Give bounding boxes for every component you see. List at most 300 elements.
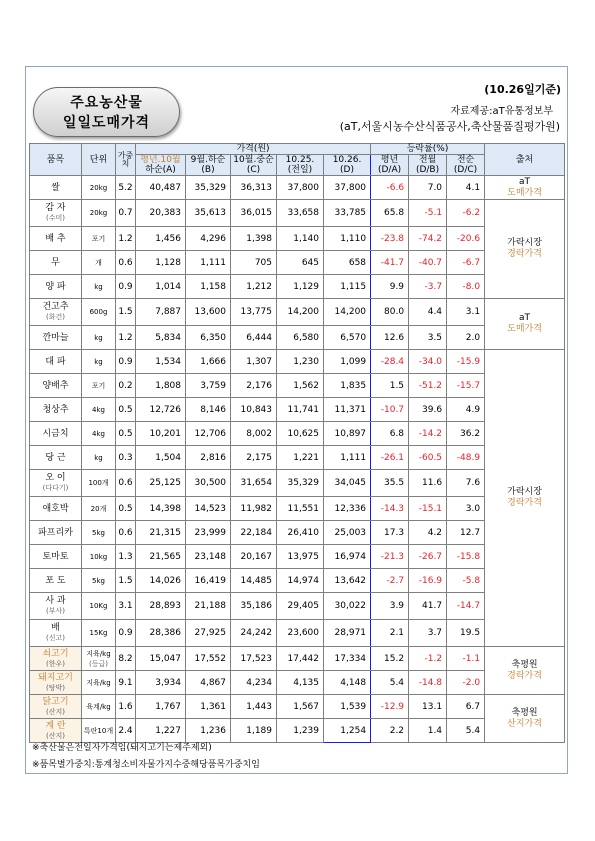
table-row (30, 275, 565, 299)
rate-dc-cell: -15.9 (447, 350, 485, 374)
title-line1: 주요농산물 (70, 95, 143, 111)
price-a-cell: 12,726 (136, 398, 186, 422)
price-b-cell: 12,706 (186, 422, 231, 446)
rate-db-cell: -51.2 (409, 374, 447, 398)
rate-da-cell: 35.5 (371, 470, 409, 497)
rate-db-cell: -74.2 (409, 227, 447, 251)
price-prev-cell: 645 (277, 251, 324, 275)
footnotes (32, 740, 260, 774)
item-name: 포 도 (45, 575, 66, 586)
header-col-c: 10월.중순 (C) (231, 155, 277, 176)
price-c-cell: 2,175 (231, 446, 277, 470)
price-c-cell: 1,398 (231, 227, 277, 251)
rate-db-cell: 13.1 (409, 695, 447, 719)
item-name: 건고추 (42, 302, 69, 312)
item-cell (30, 176, 82, 200)
item-name: 쌀 (51, 182, 60, 193)
price-d-cell: 658 (324, 251, 371, 275)
item-cell (30, 545, 82, 569)
rate-da-cell: -28.4 (371, 350, 409, 374)
rate-da-cell: -26.1 (371, 446, 409, 470)
rate-da-cell: 3.9 (371, 593, 409, 620)
price-a-cell: 1,227 (136, 719, 186, 743)
item-name: 감 자 (45, 203, 66, 213)
unit-text: 100개 (88, 479, 109, 487)
price-d-cell: 30,022 (324, 593, 371, 620)
price-prev-cell: 13,975 (277, 545, 324, 569)
table-row (30, 647, 565, 671)
price-c-cell: 2,176 (231, 374, 277, 398)
rate-db-cell: -5.1 (409, 200, 447, 227)
header-rate-db: 전월 (D/B) (409, 155, 447, 176)
rate-db-cell: 1.4 (409, 719, 447, 743)
price-prev-cell: 1,230 (277, 350, 324, 374)
unit-text: 5kg (92, 576, 105, 585)
item-name: 애호박 (42, 503, 69, 514)
price-a-cell: 5,834 (136, 326, 186, 350)
item-cell (30, 695, 82, 719)
table-row (30, 470, 565, 497)
price-a-cell: 1,014 (136, 275, 186, 299)
unit-cell (82, 326, 116, 350)
price-d-cell: 13,642 (324, 569, 371, 593)
unit-cell (82, 398, 116, 422)
unit-cell (82, 227, 116, 251)
price-c-cell: 17,523 (231, 647, 277, 671)
price-d-cell: 16,974 (324, 545, 371, 569)
table-row (30, 695, 565, 719)
item-subname: (신고) (46, 634, 65, 642)
unit-cell (82, 176, 116, 200)
price-prev-cell: 1,562 (277, 374, 324, 398)
unit-text: 20kg (89, 209, 108, 217)
unit-text: 600g (89, 308, 108, 316)
rate-dc-cell: 2.0 (447, 326, 485, 350)
price-a-cell: 28,386 (136, 620, 186, 647)
price-b-cell: 6,350 (186, 326, 231, 350)
unit-text: 15Kg (89, 629, 108, 637)
weight-cell: 0.2 (116, 374, 136, 398)
price-c-cell: 31,654 (231, 470, 277, 497)
origin-source: 가락시장 (507, 487, 542, 497)
price-b-cell: 30,500 (186, 470, 231, 497)
price-d-cell: 28,971 (324, 620, 371, 647)
item-cell (30, 422, 82, 446)
rate-db-cell: 4.2 (409, 521, 447, 545)
rate-db-cell: 41.7 (409, 593, 447, 620)
rate-da-cell: -12.9 (371, 695, 409, 719)
price-c-cell: 36,313 (231, 176, 277, 200)
unit-text: 육계/kg (86, 702, 111, 711)
rate-dc-cell: 6.7 (447, 695, 485, 719)
item-cell (30, 227, 82, 251)
rate-db-cell: -14.8 (409, 671, 447, 695)
rate-dc-cell: 7.6 (447, 470, 485, 497)
item-cell (30, 569, 82, 593)
price-d-cell: 17,334 (324, 647, 371, 671)
origin-source: aT (519, 176, 531, 187)
price-prev-cell: 17,442 (277, 647, 324, 671)
unit-cell (82, 569, 116, 593)
unit-cell (82, 620, 116, 647)
unit-text: 개 (95, 258, 102, 267)
unit-text: kg (94, 453, 103, 462)
weight-cell: 1.6 (116, 695, 136, 719)
price-a-cell: 1,767 (136, 695, 186, 719)
price-prev-cell: 29,405 (277, 593, 324, 620)
item-cell (30, 470, 82, 497)
price-c-cell: 24,242 (231, 620, 277, 647)
price-b-cell: 27,925 (186, 620, 231, 647)
item-name: 시금치 (42, 428, 69, 439)
weight-cell: 1.5 (116, 569, 136, 593)
item-name: 깐마늘 (42, 332, 69, 343)
price-b-cell: 1,236 (186, 719, 231, 743)
origin-source: 축평원 (511, 707, 538, 718)
unit-cell (82, 350, 116, 374)
price-c-cell: 36,015 (231, 200, 277, 227)
price-a-cell: 1,534 (136, 350, 186, 374)
rate-db-cell: -34.0 (409, 350, 447, 374)
price-a-cell: 28,893 (136, 593, 186, 620)
price-d-cell: 34,045 (324, 470, 371, 497)
price-c-cell: 1,212 (231, 275, 277, 299)
price-a-cell: 40,487 (136, 176, 186, 200)
price-c-cell: 13,775 (231, 299, 277, 326)
item-cell (30, 350, 82, 374)
unit-text: 지육/kg (86, 678, 111, 687)
table-body (30, 176, 565, 743)
item-subname: (탕박) (46, 683, 65, 692)
table-row (30, 251, 565, 275)
unit-cell (82, 275, 116, 299)
unit-cell (82, 422, 116, 446)
rate-db-cell: 3.5 (409, 326, 447, 350)
rate-dc-cell: -8.0 (447, 275, 485, 299)
item-name: 쇠고기 (42, 648, 69, 659)
price-prev-cell: 33,658 (277, 200, 324, 227)
rate-da-cell: -6.6 (371, 176, 409, 200)
price-prev-cell: 1,221 (277, 446, 324, 470)
price-a-cell: 25,125 (136, 470, 186, 497)
price-prev-cell: 1,140 (277, 227, 324, 251)
rate-dc-cell: 4.1 (447, 176, 485, 200)
item-name: 배 (51, 623, 60, 633)
unit-text: 특란10개 (83, 726, 114, 735)
price-prev-cell: 14,974 (277, 569, 324, 593)
weight-cell: 0.3 (116, 446, 136, 470)
item-name: 파프리카 (38, 527, 73, 538)
rate-da-cell: -21.3 (371, 545, 409, 569)
item-cell (30, 620, 82, 647)
unit-text: 포기 (91, 234, 106, 243)
unit-cell (82, 200, 116, 227)
price-d-cell: 14,200 (324, 299, 371, 326)
table-row (30, 422, 565, 446)
unit-text: kg (94, 282, 103, 291)
rate-db-cell: 39.6 (409, 398, 447, 422)
rate-dc-cell: -15.7 (447, 374, 485, 398)
unit-cell (82, 671, 116, 695)
item-name: 무 (51, 257, 60, 268)
price-table (29, 143, 565, 743)
weight-cell: 1.2 (116, 227, 136, 251)
price-d-cell: 1,539 (324, 695, 371, 719)
header-col-a: 평년.10월 하순(A) (136, 155, 186, 176)
origin-cell (485, 695, 565, 743)
item-subname: (한우) (46, 659, 65, 668)
header-unit: 단위 (82, 144, 116, 176)
item-cell (30, 374, 82, 398)
rate-dc-cell: -48.9 (447, 446, 485, 470)
rate-dc-cell: 3.0 (447, 497, 485, 521)
rate-dc-cell: -15.8 (447, 545, 485, 569)
price-c-cell: 10,843 (231, 398, 277, 422)
unit-cell (82, 299, 116, 326)
price-d-cell: 33,785 (324, 200, 371, 227)
header-item: 품목 (30, 144, 82, 176)
table-row (30, 593, 565, 620)
header-col-prev: 10.25. (전일) (277, 155, 324, 176)
table-row (30, 620, 565, 647)
table-row (30, 446, 565, 470)
item-name: 청상추 (42, 404, 69, 415)
price-prev-cell: 10,625 (277, 422, 324, 446)
item-cell (30, 497, 82, 521)
rate-dc-cell: -6.7 (447, 251, 485, 275)
price-d-cell: 25,003 (324, 521, 371, 545)
price-c-cell: 35,186 (231, 593, 277, 620)
rate-dc-cell: -2.0 (447, 671, 485, 695)
table-row (30, 398, 565, 422)
unit-text: 포기 (91, 381, 106, 390)
weight-cell: 0.5 (116, 398, 136, 422)
weight-cell: 0.6 (116, 521, 136, 545)
unit-text: 4kg (92, 405, 105, 414)
price-b-cell: 1,666 (186, 350, 231, 374)
item-cell (30, 719, 82, 743)
price-prev-cell: 4,135 (277, 671, 324, 695)
price-a-cell: 14,398 (136, 497, 186, 521)
price-b-cell: 3,759 (186, 374, 231, 398)
rate-db-cell: -15.1 (409, 497, 447, 521)
item-name: 양배추 (42, 380, 69, 391)
rate-db-cell: -1.2 (409, 647, 447, 671)
price-d-cell: 10,897 (324, 422, 371, 446)
header-weight: 가중치 (116, 144, 136, 176)
price-a-cell: 21,565 (136, 545, 186, 569)
rate-db-cell: 3.7 (409, 620, 447, 647)
price-a-cell: 1,128 (136, 251, 186, 275)
unit-cell (82, 719, 116, 743)
table-row (30, 326, 565, 350)
header-rate-dc: 전순 (D/C) (447, 155, 485, 176)
item-subname: (산지) (46, 731, 65, 740)
header-origin: 출처 (485, 144, 565, 176)
item-name: 양 파 (45, 281, 66, 292)
price-c-cell: 1,189 (231, 719, 277, 743)
price-a-cell: 20,383 (136, 200, 186, 227)
price-d-cell: 1,099 (324, 350, 371, 374)
rate-db-cell: -40.7 (409, 251, 447, 275)
price-b-cell: 2,816 (186, 446, 231, 470)
table-row (30, 497, 565, 521)
weight-cell: 1.5 (116, 299, 136, 326)
price-prev-cell: 1,129 (277, 275, 324, 299)
price-d-cell: 1,110 (324, 227, 371, 251)
price-prev-cell: 35,329 (277, 470, 324, 497)
table-row (30, 200, 565, 227)
unit-cell (82, 446, 116, 470)
price-prev-cell: 11,741 (277, 398, 324, 422)
rate-dc-cell: -20.6 (447, 227, 485, 251)
rate-dc-cell: 4.9 (447, 398, 485, 422)
header-col-b: 9월.하순 (B) (186, 155, 231, 176)
unit-text: 4kg (92, 429, 105, 438)
rate-dc-cell: -14.7 (447, 593, 485, 620)
price-c-cell: 1,443 (231, 695, 277, 719)
price-b-cell: 35,329 (186, 176, 231, 200)
rate-dc-cell: -1.1 (447, 647, 485, 671)
rate-da-cell: 12.6 (371, 326, 409, 350)
unit-text: 5kg (92, 528, 105, 537)
table-row (30, 569, 565, 593)
price-d-cell: 11,371 (324, 398, 371, 422)
table-row (30, 374, 565, 398)
price-c-cell: 1,307 (231, 350, 277, 374)
rate-dc-cell: 3.1 (447, 299, 485, 326)
item-subname: (다다기) (42, 484, 69, 492)
item-name: 돼지고기 (38, 672, 73, 683)
unit-cell (82, 470, 116, 497)
rate-da-cell: 6.8 (371, 422, 409, 446)
unit-text: 10Kg (89, 602, 108, 610)
origin-price-type: 경락가격 (507, 670, 542, 681)
origin-price-type: 산지가격 (507, 718, 542, 729)
rate-dc-cell: -6.2 (447, 200, 485, 227)
item-name: 닭고기 (42, 696, 69, 707)
price-c-cell: 14,485 (231, 569, 277, 593)
origin-source: 축평원 (511, 659, 538, 670)
weight-cell: 0.7 (116, 200, 136, 227)
weight-cell: 3.1 (116, 593, 136, 620)
origin-price-type: 도매가격 (507, 187, 542, 198)
rate-db-cell: 4.4 (409, 299, 447, 326)
weight-cell: 1.3 (116, 545, 136, 569)
origin-cell (485, 647, 565, 695)
price-b-cell: 23,999 (186, 521, 231, 545)
weight-cell: 0.9 (116, 275, 136, 299)
item-name: 배 추 (45, 233, 66, 244)
item-name: 당 근 (45, 452, 66, 463)
price-a-cell: 21,315 (136, 521, 186, 545)
item-subname: (화건) (46, 313, 65, 321)
origin-price-type: 경락가격 (507, 498, 542, 508)
price-a-cell: 1,808 (136, 374, 186, 398)
price-b-cell: 17,552 (186, 647, 231, 671)
price-d-cell: 6,570 (324, 326, 371, 350)
unit-text: 10kg (89, 552, 108, 561)
rate-db-cell: -14.2 (409, 422, 447, 446)
date-label: (10.26일기준) (484, 83, 561, 96)
title-badge (33, 87, 180, 137)
weight-cell: 5.2 (116, 176, 136, 200)
price-a-cell: 3,934 (136, 671, 186, 695)
price-b-cell: 35,613 (186, 200, 231, 227)
weight-cell: 1.2 (116, 326, 136, 350)
price-b-cell: 13,600 (186, 299, 231, 326)
item-cell (30, 647, 82, 671)
item-cell (30, 593, 82, 620)
price-b-cell: 1,361 (186, 695, 231, 719)
price-prev-cell: 23,600 (277, 620, 324, 647)
item-cell (30, 251, 82, 275)
price-prev-cell: 14,200 (277, 299, 324, 326)
price-d-cell: 37,800 (324, 176, 371, 200)
price-a-cell: 1,456 (136, 227, 186, 251)
rate-da-cell: -2.7 (371, 569, 409, 593)
item-name: 계 란 (45, 720, 66, 731)
item-name: 사 과 (45, 596, 66, 606)
footnote-2: ※품목별가중치:통계청소비자물가지수중해당품목가중치임 (32, 760, 260, 770)
header-col-d: 10.26. (D) (324, 155, 371, 176)
rate-dc-cell: 36.2 (447, 422, 485, 446)
price-prev-cell: 37,800 (277, 176, 324, 200)
rate-db-cell: -16.9 (409, 569, 447, 593)
table-row (30, 521, 565, 545)
rate-da-cell: 9.9 (371, 275, 409, 299)
price-b-cell: 1,158 (186, 275, 231, 299)
rate-da-cell: -10.7 (371, 398, 409, 422)
unit-text: 20개 (90, 504, 107, 513)
price-c-cell: 4,234 (231, 671, 277, 695)
unit-text: kg (94, 357, 103, 366)
origin-price-type: 도매가격 (507, 324, 542, 334)
rate-db-cell: 11.6 (409, 470, 447, 497)
header-rate-group: 등락률(%) (371, 144, 485, 155)
unit-text: 20kg (89, 183, 108, 192)
table-row (30, 299, 565, 326)
weight-cell: 0.9 (116, 620, 136, 647)
rate-db-cell: -26.7 (409, 545, 447, 569)
rate-dc-cell: 19.5 (447, 620, 485, 647)
price-d-cell: 1,111 (324, 446, 371, 470)
rate-db-cell: -60.5 (409, 446, 447, 470)
item-cell (30, 671, 82, 695)
price-b-cell: 1,111 (186, 251, 231, 275)
rate-da-cell: 2.2 (371, 719, 409, 743)
rate-da-cell: 80.0 (371, 299, 409, 326)
origin-cell (485, 350, 565, 647)
table-row (30, 545, 565, 569)
item-cell (30, 275, 82, 299)
rate-da-cell: 2.1 (371, 620, 409, 647)
rate-da-cell: 5.4 (371, 671, 409, 695)
item-cell (30, 299, 82, 326)
footnote-1: ※축산물은전일자가격임(돼지고기는제주제외) (32, 743, 212, 753)
price-b-cell: 16,419 (186, 569, 231, 593)
rate-da-cell: 17.3 (371, 521, 409, 545)
weight-cell: 0.5 (116, 497, 136, 521)
rate-da-cell: -23.8 (371, 227, 409, 251)
price-d-cell: 1,115 (324, 275, 371, 299)
price-c-cell: 22,184 (231, 521, 277, 545)
price-c-cell: 20,167 (231, 545, 277, 569)
price-a-cell: 15,047 (136, 647, 186, 671)
rate-da-cell: 65.8 (371, 200, 409, 227)
price-c-cell: 8,002 (231, 422, 277, 446)
weight-cell: 0.6 (116, 251, 136, 275)
